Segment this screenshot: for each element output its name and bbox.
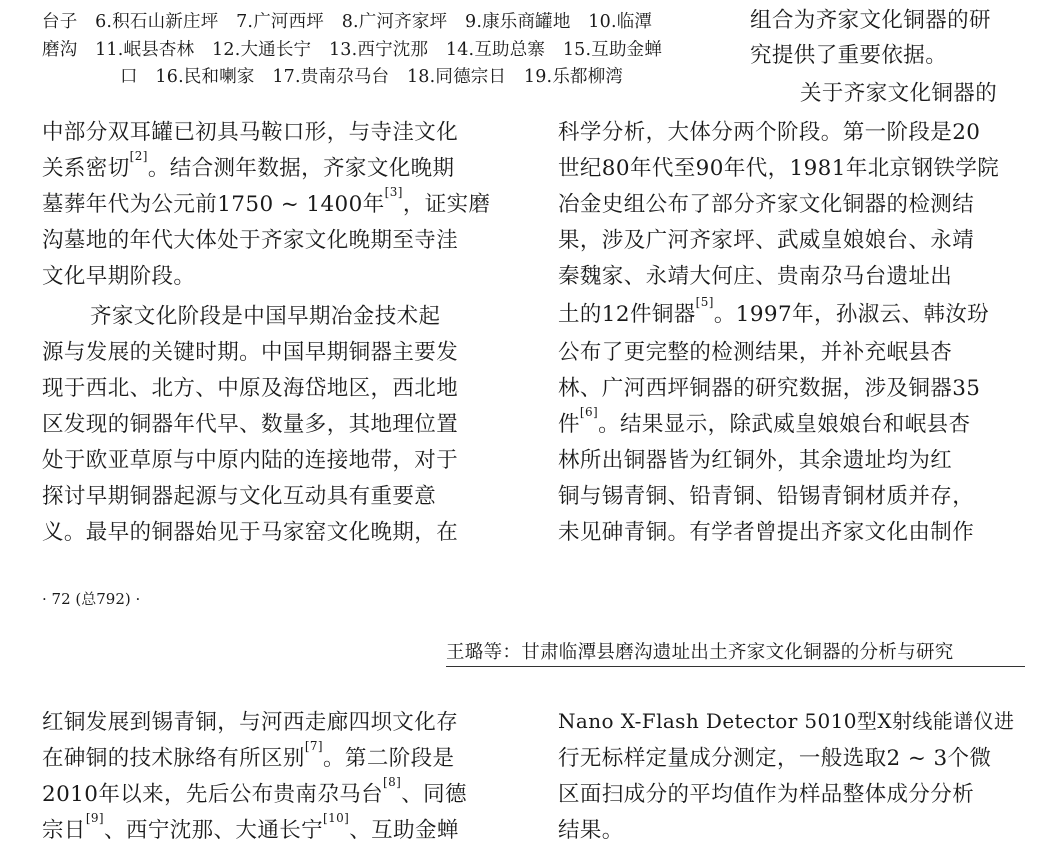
right-line: Nano X-Flash Detector 5010型X射线能谱仪进 bbox=[558, 709, 1015, 733]
citation[interactable]: [3] bbox=[384, 185, 403, 199]
left-line: 在砷铜的技术脉络有所区别[7]。第二阶段是 bbox=[42, 739, 455, 771]
right-line: 未见砷青铜。有学者曾提出齐家文化由制作 bbox=[558, 520, 975, 545]
citation[interactable]: [10] bbox=[323, 811, 350, 825]
right-line: 果，涉及广河齐家坪、武威皇娘娘台、永靖 bbox=[558, 228, 975, 253]
figure-legend-line-1: 台子 6.积石山新庄坪 7.广河西坪 8.广河齐家坪 9.康乐商罐地 10.临潭 bbox=[42, 12, 653, 32]
citation[interactable]: [7] bbox=[304, 739, 324, 753]
citation[interactable]: [8] bbox=[383, 775, 402, 789]
running-head: 王璐等：甘肃临潭县磨沟遗址出土齐家文化铜器的分析与研究 bbox=[446, 642, 954, 663]
left-line: 现于西北、北方、中原及海岱地区，西北地 bbox=[42, 376, 459, 401]
right-top-line-2: 究提供了重要依据。 bbox=[750, 43, 948, 68]
left-line: 齐家文化阶段是中国早期冶金技术起 bbox=[90, 304, 441, 329]
left-line: 源与发展的关键时期。中国早期铜器主要发 bbox=[42, 340, 459, 365]
left-line: 区发现的铜器年代早、数量多，其地理位置 bbox=[42, 412, 459, 437]
right-line: 区面扫成分的平均值作为样品整体成分分析 bbox=[558, 782, 975, 807]
right-line: 公布了更完整的检测结果，并补充岷县杏 bbox=[558, 340, 953, 365]
right-top-line-1: 组合为齐家文化铜器的研 bbox=[750, 8, 991, 33]
left-line: 红铜发展到锡青铜，与河西走廊四坝文化存 bbox=[42, 710, 459, 735]
citation[interactable]: [2] bbox=[129, 149, 148, 163]
right-top-line-3: 关于齐家文化铜器的 bbox=[800, 81, 998, 106]
right-line: 林、广河西坪铜器的研究数据，涉及铜器35 bbox=[558, 376, 981, 401]
page-number-footer: · 72 (总792) · bbox=[42, 590, 141, 608]
left-line: 探讨早期铜器起源与文化互动具有重要意 bbox=[42, 484, 437, 509]
right-line: 冶金史组公布了部分齐家文化铜器的检测结 bbox=[558, 192, 975, 217]
right-line: 铜与锡青铜、铅青铜、铅锡青铜材质并存， bbox=[558, 484, 975, 509]
left-line: 文化早期阶段。 bbox=[42, 264, 196, 289]
right-line: 件[6]。结果显示，除武威皇娘娘台和岷县杏 bbox=[558, 405, 971, 437]
right-line: 行无标样定量成分测定，一般选取2 ~ 3个微 bbox=[558, 746, 992, 771]
citation[interactable]: [5] bbox=[695, 295, 714, 309]
right-line: 林所出铜器皆为红铜外，其余遗址均为红 bbox=[558, 448, 953, 473]
left-line: 沟墓地的年代大体处于齐家文化晚期至寺洼 bbox=[42, 228, 459, 253]
right-line: 世纪80年代至90年代，1981年北京钢铁学院 bbox=[558, 156, 1000, 181]
running-head-rule bbox=[446, 666, 1025, 667]
figure-legend-line-3: 口 16.民和喇家 17.贵南尕马台 18.同德宗日 19.乐都柳湾 bbox=[120, 67, 624, 87]
right-line: 科学分析，大体分两个阶段。第一阶段是20 bbox=[558, 120, 981, 145]
citation[interactable]: [6] bbox=[579, 405, 599, 419]
left-line: 义。最早的铜器始见于马家窑文化晚期，在 bbox=[42, 520, 459, 545]
left-line: 中部分双耳罐已初具马鞍口形，与寺洼文化 bbox=[42, 120, 459, 145]
left-line: 2010年以来，先后公布贵南尕马台[8]、同德 bbox=[42, 775, 467, 807]
left-line: 关系密切[2]。结合测年数据，齐家文化晚期 bbox=[42, 149, 455, 181]
right-line: 秦魏家、永靖大何庄、贵南尕马台遗址出 bbox=[558, 264, 953, 289]
left-line: 宗日[9]、西宁沈那、大通长宁[10]、互助金蝉 bbox=[42, 811, 459, 843]
right-line: 土的12件铜器[5]。1997年，孙淑云、韩汝玢 bbox=[558, 295, 990, 327]
citation[interactable]: [9] bbox=[85, 811, 105, 825]
left-line: 处于欧亚草原与中原内陆的连接地带，对于 bbox=[42, 448, 459, 473]
right-line: 结果。 bbox=[558, 818, 624, 843]
left-line: 墓葬年代为公元前1750 ~ 1400年[3]，证实磨 bbox=[42, 185, 491, 217]
figure-legend-line-2: 磨沟 11.岷县杏林 12.大通长宁 13.西宁沈那 14.互助总寨 15.互助金蝉 bbox=[42, 40, 663, 60]
